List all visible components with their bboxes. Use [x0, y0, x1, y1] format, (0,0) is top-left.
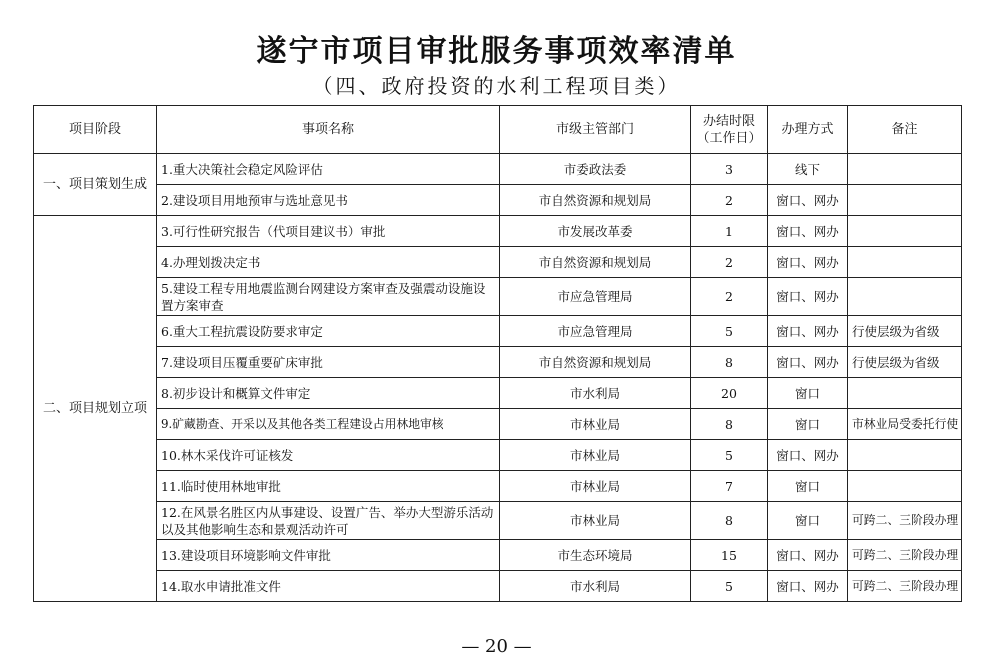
item-method: 窗口 [768, 471, 848, 502]
table-row [34, 502, 962, 540]
item-dept: 市应急管理局 [500, 278, 691, 316]
header-method: 办理方式 [768, 106, 848, 154]
item-method: 窗口、网办 [768, 540, 848, 571]
table-row [34, 409, 962, 440]
item-method: 窗口、网办 [768, 247, 848, 278]
item-days: 8 [691, 347, 768, 378]
item-method: 线下 [768, 154, 848, 185]
item-days: 2 [691, 247, 768, 278]
page-title: 遂宁市项目审批服务事项效率清单 [256, 34, 737, 69]
item-dept: 市林业局 [500, 502, 691, 540]
item-note [848, 216, 962, 247]
item-dept: 市林业局 [500, 409, 691, 440]
item-days: 2 [691, 185, 768, 216]
item-dept: 市自然资源和规划局 [500, 247, 691, 278]
item-method: 窗口、网办 [768, 571, 848, 602]
table-row [34, 316, 962, 347]
item-days: 5 [691, 440, 768, 471]
item-method: 窗口、网办 [768, 440, 848, 471]
item-note: 行使层级为省级 [848, 347, 962, 378]
table-row [34, 247, 962, 278]
item-note: 行使层级为省级 [848, 316, 962, 347]
item-dept: 市自然资源和规划局 [500, 185, 691, 216]
table-row [34, 216, 962, 247]
item-name: 5.建设工程专用地震监测台网建设方案审查及强震动设施设置方案审查 [157, 278, 500, 316]
item-days: 3 [691, 154, 768, 185]
item-name: 7.建设项目压覆重要矿床审批 [157, 347, 500, 378]
item-name: 13.建设项目环境影响文件审批 [157, 540, 500, 571]
header-days-line2: （工作日） [696, 130, 762, 146]
table-header-row [34, 106, 962, 154]
item-note [848, 440, 962, 471]
item-note: 市林业局受委托行使 [848, 409, 962, 440]
item-name: 10.林木采伐许可证核发 [157, 440, 500, 471]
stage-cell: 一、项目策划生成 [34, 154, 157, 216]
table-row [34, 278, 962, 316]
item-name: 6.重大工程抗震设防要求审定 [157, 316, 500, 347]
item-name: 3.可行性研究报告（代项目建议书）审批 [157, 216, 500, 247]
item-method: 窗口、网办 [768, 347, 848, 378]
item-dept: 市发展改革委 [500, 216, 691, 247]
header-dept: 市级主管部门 [500, 106, 691, 154]
item-name: 11.临时使用林地审批 [157, 471, 500, 502]
item-name: 8.初步设计和概算文件审定 [157, 378, 500, 409]
item-dept: 市林业局 [500, 440, 691, 471]
table-row [34, 540, 962, 571]
header-days [691, 106, 768, 154]
item-note [848, 378, 962, 409]
item-name: 14.取水申请批准文件 [157, 571, 500, 602]
item-dept: 市水利局 [500, 571, 691, 602]
item-note: 可跨二、三阶段办理 [848, 571, 962, 602]
item-dept: 市委政法委 [500, 154, 691, 185]
item-days: 8 [691, 409, 768, 440]
item-method: 窗口 [768, 378, 848, 409]
item-days: 2 [691, 278, 768, 316]
header-stage: 项目阶段 [34, 106, 157, 154]
item-method: 窗口、网办 [768, 185, 848, 216]
header-days-line1: 办结时限 [702, 113, 755, 129]
item-days: 5 [691, 316, 768, 347]
page-subtitle: （四、政府投资的水利工程项目类） [312, 74, 681, 98]
item-name: 4.办理划拨决定书 [157, 247, 500, 278]
item-dept: 市自然资源和规划局 [500, 347, 691, 378]
table-row [34, 571, 962, 602]
item-days: 8 [691, 502, 768, 540]
item-method: 窗口 [768, 502, 848, 540]
header-note: 备注 [848, 106, 962, 154]
item-days: 1 [691, 216, 768, 247]
item-days: 5 [691, 571, 768, 602]
item-dept: 市林业局 [500, 471, 691, 502]
item-days: 20 [691, 378, 768, 409]
item-days: 7 [691, 471, 768, 502]
item-days: 15 [691, 540, 768, 571]
item-note: 可跨二、三阶段办理 [848, 502, 962, 540]
item-dept: 市生态环境局 [500, 540, 691, 571]
header-name: 事项名称 [157, 106, 500, 154]
table-row [34, 154, 962, 185]
item-dept: 市应急管理局 [500, 316, 691, 347]
item-method: 窗口、网办 [768, 278, 848, 316]
item-name: 9.矿藏勘查、开采以及其他各类工程建设占用林地审核 [157, 409, 500, 440]
item-name: 2.建设项目用地预审与选址意见书 [157, 185, 500, 216]
item-note [848, 247, 962, 278]
table-row [34, 378, 962, 409]
stage-cell: 二、项目规划立项 [34, 216, 157, 602]
item-dept: 市水利局 [500, 378, 691, 409]
item-note [848, 185, 962, 216]
efficiency-table [33, 105, 962, 602]
table-row [34, 440, 962, 471]
table-row [34, 347, 962, 378]
item-name: 1.重大决策社会稳定风险评估 [157, 154, 500, 185]
item-method: 窗口、网办 [768, 316, 848, 347]
item-method: 窗口 [768, 409, 848, 440]
table-row [34, 471, 962, 502]
item-note [848, 154, 962, 185]
table-row [34, 185, 962, 216]
page-number: — 20 — [461, 636, 532, 657]
item-note [848, 471, 962, 502]
item-name: 12.在风景名胜区内从事建设、设置广告、举办大型游乐活动以及其他影响生态和景观活动许可 [157, 502, 500, 540]
item-method: 窗口、网办 [768, 216, 848, 247]
item-note [848, 278, 962, 316]
item-note: 可跨二、三阶段办理 [848, 540, 962, 571]
